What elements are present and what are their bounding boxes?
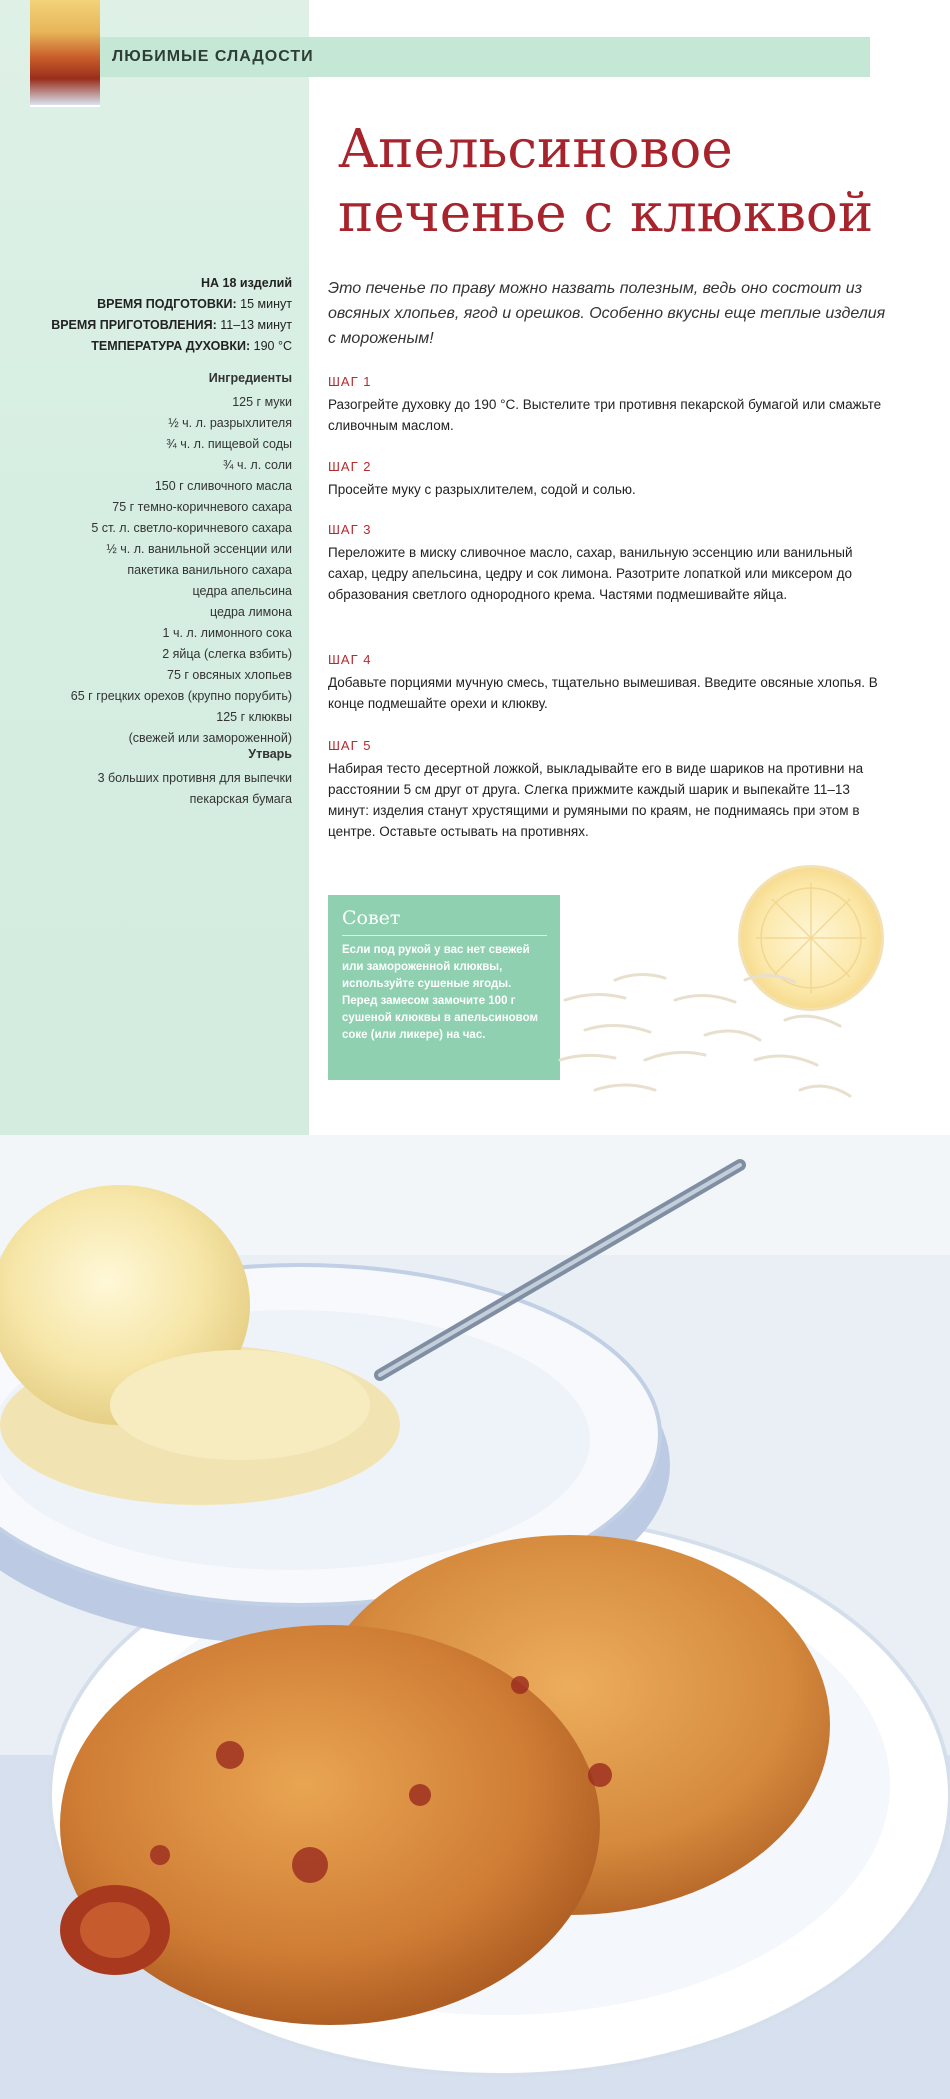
utensils-heading: Утварь: [248, 747, 292, 761]
ingredients-heading: Ингредиенты: [208, 371, 292, 385]
ingredient-item: 150 г сливочного масла: [154, 479, 292, 493]
ingredient-item: ¾ ч. л. пищевой соды: [166, 437, 292, 451]
recipe-title: [338, 118, 898, 246]
ingredient-item: 125 г клюквы: [216, 710, 292, 724]
cook-time-label: ВРЕМЯ ПРИГОТОВЛЕНИЯ:: [51, 318, 217, 332]
step-text: Добавьте порциями мучную смесь, тщательно вымешивая. Введите овсяные хлопья. В конце подмешайте орехи и клюкву.: [328, 675, 878, 711]
step-heading: ШАГ 2: [328, 459, 372, 474]
ingredient-item: 75 г овсяных хлопьев: [167, 668, 292, 682]
tip-text: Если под рукой у вас нет свежей или замороженной клюквы, используйте сушеные ягоды. Перед замесом замочите 100 г сушеной клюквы в апельсиновом соке (или ликере) на час.: [342, 944, 538, 1041]
ingredient-item: пакетика ванильного сахара: [127, 563, 292, 577]
step-heading: ШАГ 1: [328, 374, 372, 389]
section-label: ЛЮБИМЫЕ СЛАДОСТИ: [112, 48, 314, 65]
ingredient-item: 2 яйца (слегка взбить): [162, 647, 292, 661]
step-heading: ШАГ 3: [328, 522, 372, 537]
utensil-item: пекарская бумага: [189, 792, 292, 806]
ingredient-item: 75 г темно-коричневого сахара: [112, 500, 292, 514]
recipe-intro: Это печенье по праву можно назвать полезным, ведь оно состоит из овсяных хлопьев, ягод и орешков. Особенно вкусны еще теплые изделия с мороженым!: [328, 280, 886, 347]
cook-time-value: 11–13 минут: [220, 318, 292, 332]
prep-time-label: ВРЕМЯ ПОДГОТОВКИ:: [97, 297, 237, 311]
ingredient-item: 1 ч. л. лимонного сока: [162, 626, 292, 640]
tip-box: [328, 895, 560, 1080]
step-1: [328, 374, 888, 436]
step-heading: ШАГ 5: [328, 738, 372, 753]
utensil-item: 3 больших противня для выпечки: [97, 771, 292, 785]
recipe-meta: [20, 273, 292, 357]
ingredient-item: 125 г муки: [232, 395, 292, 409]
prep-time-value: 15 минут: [240, 297, 292, 311]
step-text: Переложите в миску сливочное масло, сахар, ванильную эссенцию или ванильный сахар, цедру апельсина, цедру и сок лимона. Разотрите лопаткой или миксером до образования светлого однородного крема. Частями подмешивайте яйца.: [328, 545, 853, 602]
ingredient-item: 65 г грецких орехов (крупно порубить): [70, 689, 292, 703]
ingredient-item: 5 ст. л. светло-коричневого сахара: [91, 521, 292, 535]
oven-temp-label: ТЕМПЕРАТУРА ДУХОВКИ:: [91, 339, 251, 353]
step-text: Просейте муку с разрыхлителем, содой и солью.: [328, 482, 636, 497]
tip-divider: [342, 935, 547, 936]
utensils-list: [20, 768, 292, 810]
step-text: Набирая тесто десертной ложкой, выкладывайте его в виде шариков на противни на расстоянии 5 см друг от друга. Слегка прижмите каждый шарик и выпекайте 11–13 минут: изделия станут хрустящими и румяными по краям, не поднимаясь при этом в центре. Оставьте остывать на противнях.: [328, 761, 864, 839]
section-thumbnail-image: [30, 0, 100, 107]
ingredient-item: цедра апельсина: [192, 584, 292, 598]
ingredient-item: ¾ ч. л. соли: [223, 458, 292, 472]
step-4: [328, 652, 888, 714]
ingredient-item: ½ ч. л. ванильной эссенции или: [106, 542, 292, 556]
ingredient-item: ½ ч. л. разрыхлителя: [168, 416, 292, 430]
ingredient-item: (свежей или замороженной): [128, 731, 292, 745]
step-heading: ШАГ 4: [328, 652, 372, 667]
step-text: Разогрейте духовку до 190 °C. Выстелите три противня пекарской бумагой или смажьте сливочным маслом.: [328, 397, 882, 433]
recipe-title-line-2: печенье с клюквой: [338, 183, 874, 244]
oat-flakes-image: [555, 940, 855, 1120]
section-header-bar: [30, 37, 870, 77]
oven-temp-value: 190 °C: [253, 339, 292, 353]
ingredient-item: цедра лимона: [209, 605, 292, 619]
ingredients-list: [20, 392, 292, 749]
step-3: [328, 522, 888, 605]
recipe-title-line-1: Апельсиновое: [338, 119, 733, 180]
cookies-with-ice-cream-photo: [0, 1135, 950, 2099]
step-2: [328, 459, 888, 500]
yield: НА 18 изделий: [201, 276, 292, 290]
tip-heading: Совет: [342, 907, 401, 929]
step-5: [328, 738, 888, 842]
